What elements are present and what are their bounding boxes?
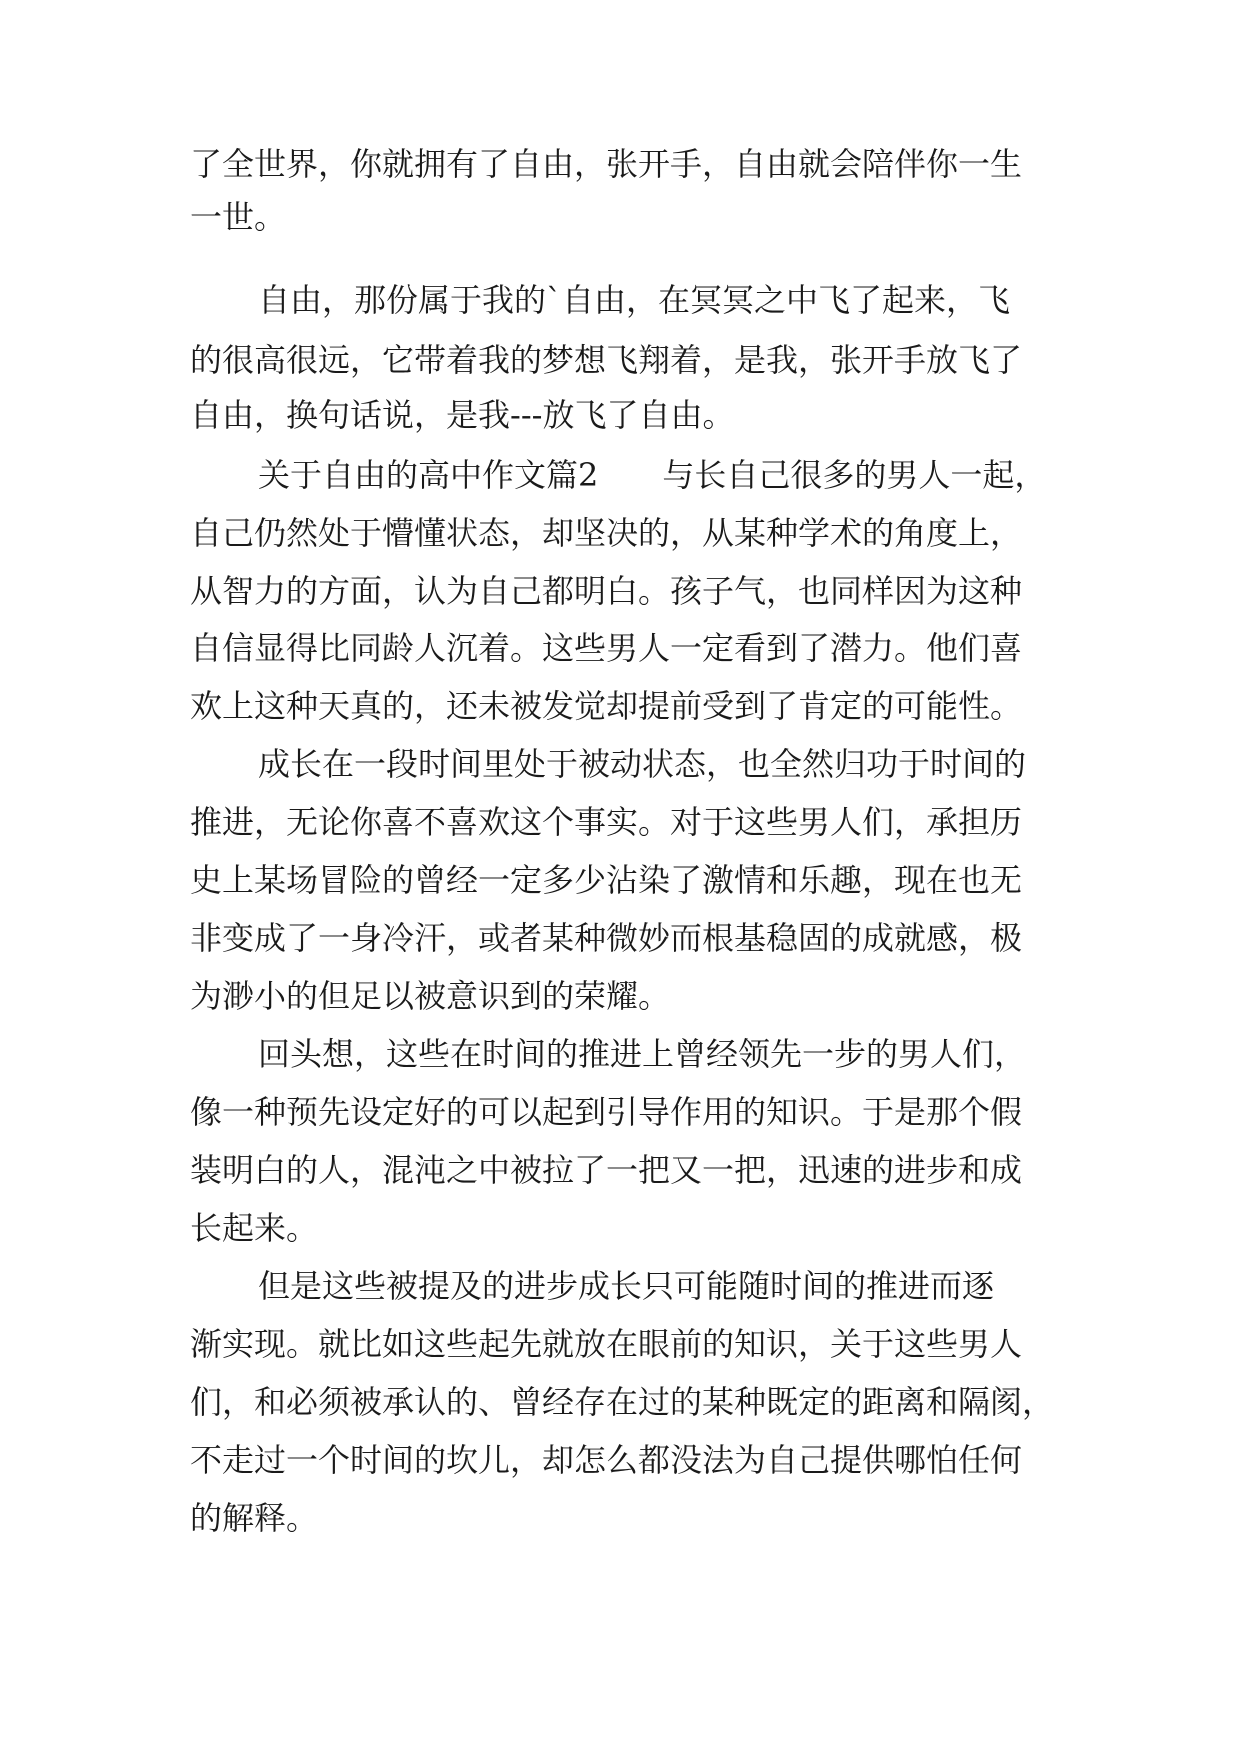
text-line: 自信显得比同龄人沉着。这些男人一定看到了潜力。他们喜 bbox=[190, 629, 1023, 667]
text-line: 的很高很远，它带着我的梦想飞翔着，是我，张开手放飞了 bbox=[190, 341, 1023, 379]
text-line: 非变成了一身冷汗，或者某种微妙而根基稳固的成就感，极 bbox=[190, 919, 1023, 957]
text-line: 不走过一个时间的坎儿，却怎么都没法为自己提供哪怕任何 bbox=[190, 1441, 1023, 1479]
text-line: 为渺小的但足以被意识到的荣耀。 bbox=[190, 977, 671, 1015]
text-line: 渐实现。就比如这些起先就放在眼前的知识，关于这些男人 bbox=[190, 1325, 1023, 1363]
text-line: 成长在一段时间里处于被动状态，也全然归功于时间的 bbox=[258, 745, 1027, 783]
text-line: 的解释。 bbox=[190, 1499, 319, 1537]
text-line: 长起来。 bbox=[190, 1209, 319, 1247]
text-line: 欢上这种天真的，还未被发觉却提前受到了肯定的可能性。 bbox=[190, 687, 1023, 725]
text-line: 自由，那份属于我的`自由，在冥冥之中飞了起来，飞 bbox=[258, 281, 1011, 319]
text-line: 关于自由的高中作文篇2 与长自己很多的男人一起， bbox=[258, 456, 1047, 494]
text-line: 史上某场冒险的曾经一定多少沾染了激情和乐趣，现在也无 bbox=[190, 861, 1023, 899]
text-line: 们，和必须被承认的、曾经存在过的某种既定的距离和隔阂， bbox=[190, 1383, 1055, 1421]
text-line: 但是这些被提及的进步成长只可能随时间的推进而逐 bbox=[258, 1267, 995, 1305]
text-line: 自由，换句话说，是我---放飞了自由。 bbox=[190, 396, 735, 434]
text-line: 装明白的人，混沌之中被拉了一把又一把，迅速的进步和成 bbox=[190, 1151, 1023, 1189]
text-line: 回头想，这些在时间的推进上曾经领先一步的男人们， bbox=[258, 1035, 1027, 1073]
text-line: 推进，无论你喜不喜欢这个事实。对于这些男人们，承担历 bbox=[190, 803, 1023, 841]
text-line: 一世。 bbox=[190, 198, 287, 236]
text-line: 从智力的方面，认为自己都明白。孩子气，也同样因为这种 bbox=[190, 572, 1023, 610]
text-line: 了全世界，你就拥有了自由，张开手，自由就会陪伴你一生 bbox=[190, 145, 1023, 183]
text-line: 自己仍然处于懵懂状态，却坚决的，从某种学术的角度上， bbox=[190, 514, 1023, 552]
text-line: 像一种预先设定好的可以起到引导作用的知识。于是那个假 bbox=[190, 1093, 1023, 1131]
